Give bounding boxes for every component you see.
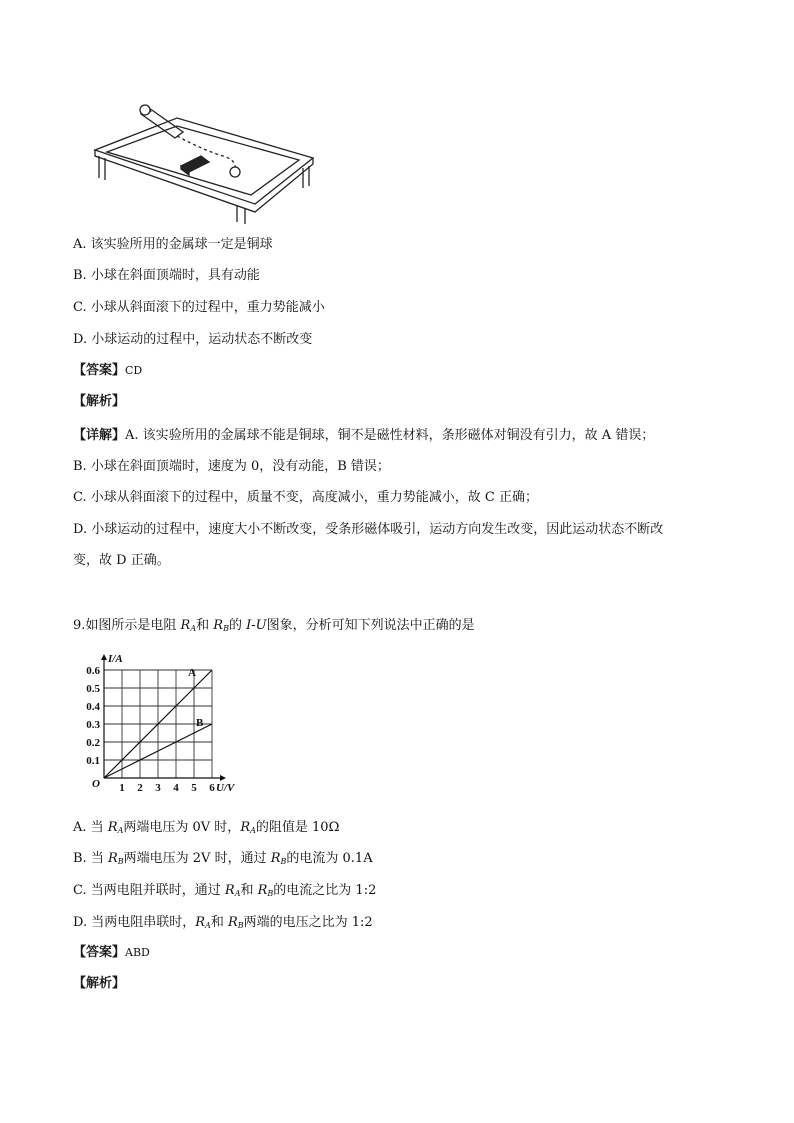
y-tick-label: 0.1	[86, 755, 100, 767]
symbol-r: R	[257, 883, 268, 898]
detail-text: A. 该实验所用的金属球不能是铜球，铜不是磁性材料，条形磁体对铜没有引力，故 A 错误；	[125, 428, 655, 443]
q9-stem	[73, 614, 475, 633]
symbol-iu: I-U	[246, 618, 267, 633]
symbol-r: R	[240, 820, 251, 835]
q8-detail-line-3: C. 小球从斜面滚下的过程中，质量不变，高度减小，重力势能减小，故 C 正确；	[73, 490, 538, 505]
option-text: 的阻值是 10Ω	[255, 820, 340, 835]
q9-answer	[73, 941, 150, 960]
q8-detail-line-5: 变，故 D 正确。	[73, 553, 170, 568]
answer-tag: 【答案】	[73, 945, 126, 960]
option-text: 两端电压为 0V 时，	[123, 820, 241, 835]
stem-text: 9.如图所示是电阻	[73, 618, 181, 633]
iu-graph	[68, 646, 235, 798]
y-tick-label: 0.4	[86, 701, 100, 713]
x-axis-label: U/V	[216, 782, 235, 794]
analysis-tag: 【解析】	[73, 976, 126, 991]
apparatus-figure	[85, 98, 325, 226]
q8-option-a: A. 该实验所用的金属球一定是铜球	[73, 237, 273, 252]
x-tick-label: 5	[191, 782, 197, 794]
x-tick-label: 1	[119, 782, 125, 794]
y-tick-label: 0.6	[86, 665, 100, 677]
q8-option-c: C. 小球从斜面滚下的过程中，重力势能减小	[73, 300, 325, 315]
q8-analysis	[73, 390, 125, 409]
x-tick-label: 4	[173, 782, 179, 794]
subscript: B	[280, 857, 287, 866]
option-text: C. 当两电阻并联时，通过	[73, 883, 225, 898]
symbol-r: R	[227, 915, 238, 930]
q9-option-b	[73, 847, 373, 866]
subscript: B	[237, 921, 244, 930]
symbol-r: R	[107, 820, 118, 835]
x-tick-label: 2	[137, 782, 143, 794]
option-text: B. 当	[73, 851, 108, 866]
y-axis-label: I/A	[108, 653, 123, 665]
symbol-r: R	[270, 851, 281, 866]
subscript: B	[267, 889, 274, 898]
subscript: B	[117, 857, 124, 866]
series-label-A: A	[188, 667, 196, 679]
option-text: 的电流之比为 1:2	[273, 883, 377, 898]
y-tick-label: 0.5	[86, 683, 100, 695]
q9-option-d	[73, 911, 373, 930]
y-axis-arrow	[101, 654, 107, 660]
y-tick-label: 0.3	[86, 719, 100, 731]
q8-answer	[73, 359, 142, 378]
q9-analysis	[73, 972, 125, 991]
x-tick-label: 6	[209, 782, 215, 794]
q8-detail-line-2: B. 小球在斜面顶端时，速度为 0，没有动能，B 错误；	[73, 459, 390, 474]
x-tick-label: 3	[155, 782, 161, 794]
option-text: 两端的电压之比为 1:2	[243, 915, 373, 930]
subscript: A	[190, 624, 197, 633]
answer-value: CD	[125, 364, 143, 377]
subscript: B	[223, 624, 229, 633]
symbol-r: R	[180, 618, 191, 633]
analysis-tag: 【解析】	[73, 394, 126, 409]
x-axis-arrow	[220, 775, 226, 781]
symbol-r: R	[107, 851, 118, 866]
answer-value: ABD	[125, 946, 150, 959]
stem-text: 的	[228, 618, 247, 633]
stem-text: 和	[196, 618, 214, 633]
symbol-r: R	[195, 915, 206, 930]
q9-option-a	[73, 816, 339, 835]
q8-detail-line-4: D. 小球运动的过程中，速度大小不断改变，受条形磁体吸引，运动方向发生改变，因此运动状态不断改	[73, 522, 664, 537]
subscript: A	[117, 826, 124, 835]
stem-text: 图象，分析可知下列说法中正确的是	[266, 618, 475, 633]
answer-tag: 【答案】	[73, 363, 126, 378]
y-tick-label: 0.2	[86, 737, 100, 749]
symbol-r: R	[213, 618, 224, 633]
origin-label: O	[92, 778, 100, 790]
q8-option-d: D. 小球运动的过程中，运动状态不断改变	[73, 332, 313, 347]
subscript: A	[205, 921, 211, 930]
detail-tag: 【详解】	[73, 428, 126, 443]
option-text: D. 当两电阻串联时，	[73, 915, 196, 930]
q8-option-b: B. 小球在斜面顶端时，具有动能	[73, 268, 260, 283]
option-text: 和	[240, 883, 258, 898]
symbol-r: R	[224, 883, 235, 898]
q8-detail-line-1	[73, 424, 654, 443]
option-text: A. 当	[73, 820, 108, 835]
subscript: A	[250, 826, 256, 835]
subscript: A	[234, 889, 241, 898]
q9-option-c	[73, 879, 376, 898]
option-text: 两端电压为 2V 时，通过	[123, 851, 271, 866]
option-text: 的电流为 0.1A	[286, 851, 373, 866]
option-text: 和	[210, 915, 228, 930]
series-label-B: B	[196, 717, 204, 729]
